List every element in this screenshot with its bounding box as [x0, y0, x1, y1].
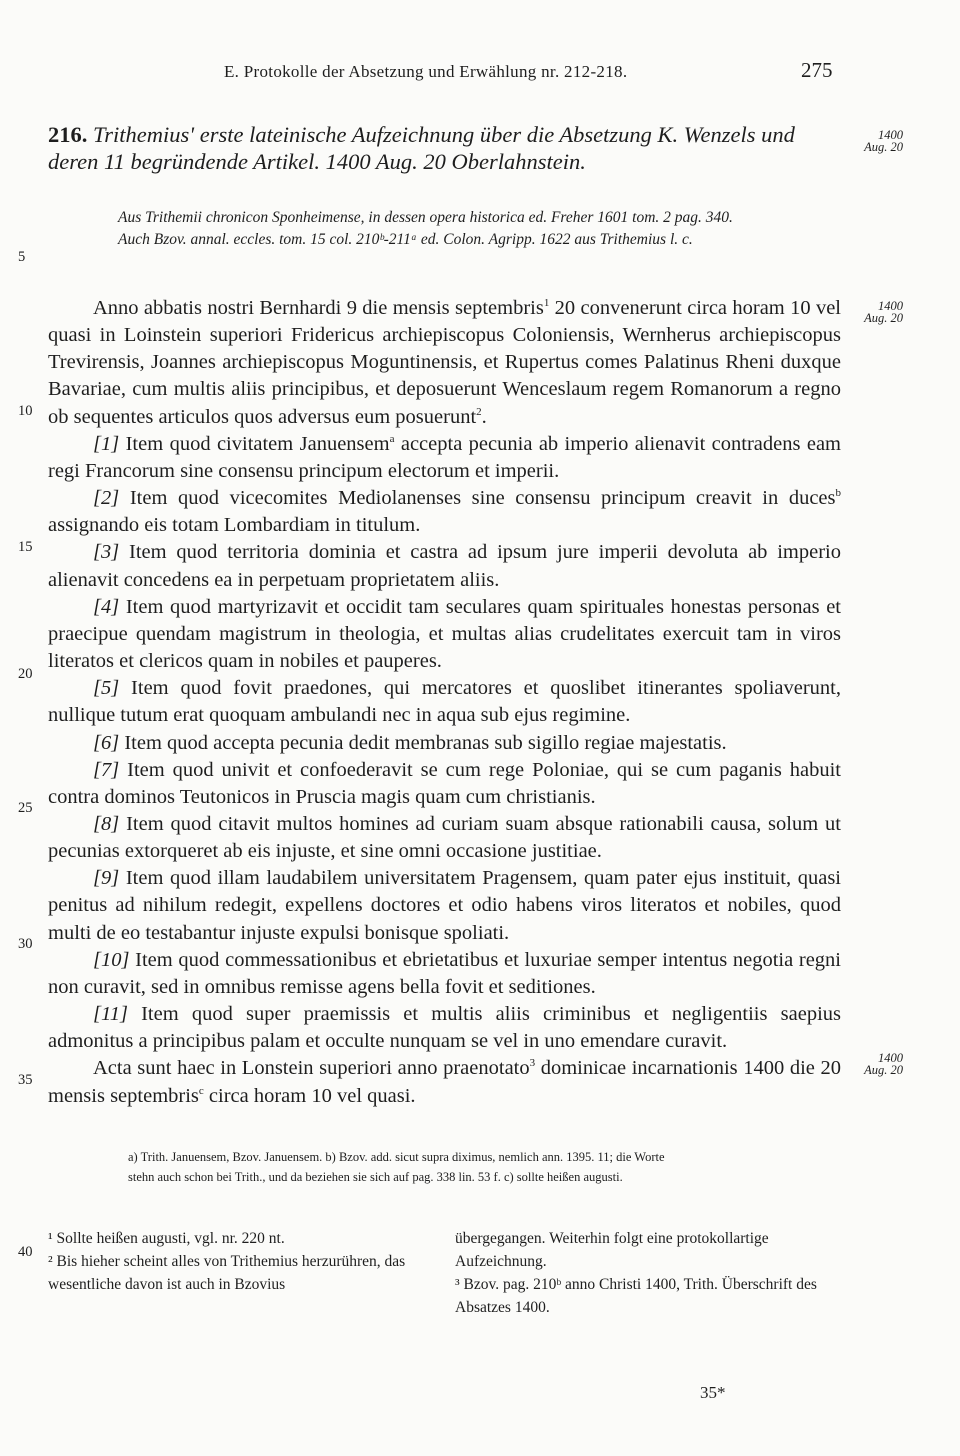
signature-mark: 35* [700, 1383, 726, 1402]
source-line-2: Auch Bzov. annal. eccles. tom. 15 col. 210ᵇ-211ᵃ ed. Colon. Agripp. 1622 aus Trithemius l. c. [118, 231, 693, 248]
footnotes-left-column [48, 1227, 428, 1296]
article-text: Item quod univit et confoederavit se cum rege Poloniae, qui se cum paganis habuit contra dominos Teutonicos in Pruscia magis quam cum christianis. [48, 758, 841, 808]
article-text: Item quod illam laudabilem universitatem Pragensem, quam pater ejus instituit, quasi penitus ad nihilum redegit, expellens doctores et odio habens viros literatos et nobiles, quod multi de eo testabantur injuste expulsi bonisque spoliati. [48, 867, 841, 944]
article-number: [4] [93, 595, 120, 618]
article-paragraph [48, 675, 841, 729]
footnote-ref: b [835, 487, 841, 500]
document-title [48, 121, 848, 175]
footnote-ref: 3 [529, 1057, 536, 1070]
main-text [48, 295, 841, 1110]
article-number: [11] [93, 1003, 128, 1026]
article-text: Item quod accepta pecunia dedit membranas sub sigillo regiae majestatis. [119, 731, 727, 754]
article-paragraph [48, 947, 841, 1001]
line-number: 5 [18, 249, 26, 265]
textual-footnote-line: stehn auch schon bei Trith., und da beziehen sie sich auf pag. 338 lin. 53 f. c) sollte heißen augusti. [128, 1170, 623, 1184]
document-title-text: Trithemius' erste lateinische Aufzeichnung über die Absetzung K. Wenzels und deren 11 begründende Artikel. 1400 Aug. 20 Oberlahnstein. [48, 122, 795, 174]
margin-date-intro: 1400 Aug. 20 [864, 299, 903, 325]
article-number: [10] [93, 948, 130, 971]
page-number: 275 [801, 58, 833, 82]
footnotes-right-column [455, 1227, 850, 1319]
article-text: Item quod vicecomites Mediolanenses sine consensu principum creavit in duces [119, 487, 836, 510]
article-number: [1] [93, 432, 120, 455]
footnote-1: ¹ Sollte heißen augusti, vgl. nr. 220 nt. [48, 1230, 285, 1247]
article-text: Item quod commessationibus et ebrietatibus et luxuriae semper intentus negotia regni non curavit, sed in omnibus remisse agens bella fovit et seditiones. [48, 948, 841, 998]
footnote-ref: 2 [476, 405, 482, 418]
article-number: [9] [93, 867, 120, 890]
article-text: Item quod citavit multos homines ad curiam suam absque rationabili causa, solum ut pecunias extorqueret ab eis injuste, et sine omni occasione justitiae. [48, 812, 841, 863]
article-number: [8] [93, 812, 120, 835]
article-text: Item quod territoria dominia et castra ad ipsum jure imperii devoluta ab imperio alienavit concedens ea in perpetuam proprietatem aliis. [48, 541, 841, 591]
acta-paragraph: Acta sunt haec in Lonstein superiori anno praenotato$^3$ dominicae incarnationis 1400 die 20 mensis septembris$^c$ circa horam 10 vel quasi. [48, 1057, 841, 1107]
line-number: 40 [18, 1244, 33, 1260]
article-paragraph [48, 485, 841, 539]
footnote-ref: c [198, 1084, 204, 1097]
line-number: 10 [18, 403, 33, 419]
margin-date-title: 1400 Aug. 20 [864, 128, 903, 154]
article-number: [3] [93, 541, 120, 564]
article-paragraph [48, 730, 841, 757]
article-paragraph [48, 594, 841, 675]
document-number: 216. [48, 122, 88, 147]
article-list [48, 431, 841, 1056]
footnote-ref: a [389, 432, 395, 445]
footnote-ref: 1 [543, 297, 550, 310]
article-paragraph [48, 1001, 841, 1055]
article-text-continued: assignando eis totam Lombardiam in titulum. [48, 514, 421, 537]
article-number: [7] [93, 758, 120, 781]
line-number: 15 [18, 539, 33, 555]
line-number: 20 [18, 666, 33, 682]
article-number: [5] [93, 677, 120, 700]
margin-date-acta: 1400 Aug. 20 [864, 1051, 903, 1077]
textual-footnotes [128, 1147, 848, 1187]
article-text: Item quod fovit praedones, qui mercatores et quoslibet itinerantes spoliaverunt, nullique tutum erat quoquam ambulandi nec in aqua sub ejus regimine. [48, 677, 841, 727]
article-paragraph [48, 865, 841, 946]
line-number: 25 [18, 800, 33, 816]
footnote-2-continued: übergegangen. Weiterhin folgt eine protokollartige Aufzeichnung. [455, 1230, 769, 1270]
article-text: Item quod civitatem Januensem [119, 432, 390, 455]
article-number: [6] [93, 731, 120, 754]
article-text: Item quod super praemissis et multis aliis criminibus et negligentiis saepius admonitus a principibus palam et occulte nunquam se vel in uno emendare curavit. [48, 1003, 841, 1053]
line-number: 30 [18, 936, 33, 952]
article-paragraph [48, 539, 841, 593]
line-number: 35 [18, 1072, 33, 1088]
footnote-3: ³ Bzov. pag. 210ᵇ anno Christi 1400, Trith. Überschrift des Absatzes 1400. [455, 1276, 817, 1316]
article-paragraph [48, 431, 841, 485]
textual-footnote-line: a) Trith. Januensem, Bzov. Januensem. b) Bzov. add. sicut supra diximus, nemlich ann. 1395. 11; die Worte [128, 1150, 665, 1164]
article-paragraph [48, 757, 841, 811]
source-note [118, 207, 853, 251]
article-number: [2] [93, 487, 120, 510]
article-text: Item quod martyrizavit et occidit tam seculares quam spirituales honestas personas et praecipue quendam magistrum in theologia, et multas alias crudelitates exercuit tam in viros literatos et clericos quam in nobiles et pauperes. [48, 595, 841, 673]
footnote-2: ² Bis hieher scheint alles von Trithemius herzurühren, das wesentliche davon ist auch in Bzovius [48, 1253, 406, 1293]
source-line-1: Aus Trithemii chronicon Sponheimense, in dessen opera historica ed. Freher 1601 tom. 2 pag. 340. [118, 209, 733, 226]
article-text-continued: accepta pecunia ab imperio alienavit contradens eam regi Francorum sine consensu principum electorum et imperii. [48, 432, 842, 482]
intro-paragraph: Anno abbatis nostri Bernhardi 9 die mensis septembris$^1$ 20 convenerunt circa horam 10 vel quasi in Loinstein superiori Fridericus archiepiscopus Coloniensis, Wernherus archiepiscopus Trevirensis, Joannes archiepiscopus Moguntinensis, et Rupertus comes Palatinus Rheni duxque Bavariae, cum multis aliis principibus, et deposuerunt Wenceslaum regem Romanorum a regno ob sequentes articulos quos adversus eum posuerunt$^2$. [48, 297, 842, 428]
article-paragraph [48, 811, 841, 865]
running-header: E. Protokolle der Absetzung und Erwählung nr. 212-218. [224, 62, 628, 81]
